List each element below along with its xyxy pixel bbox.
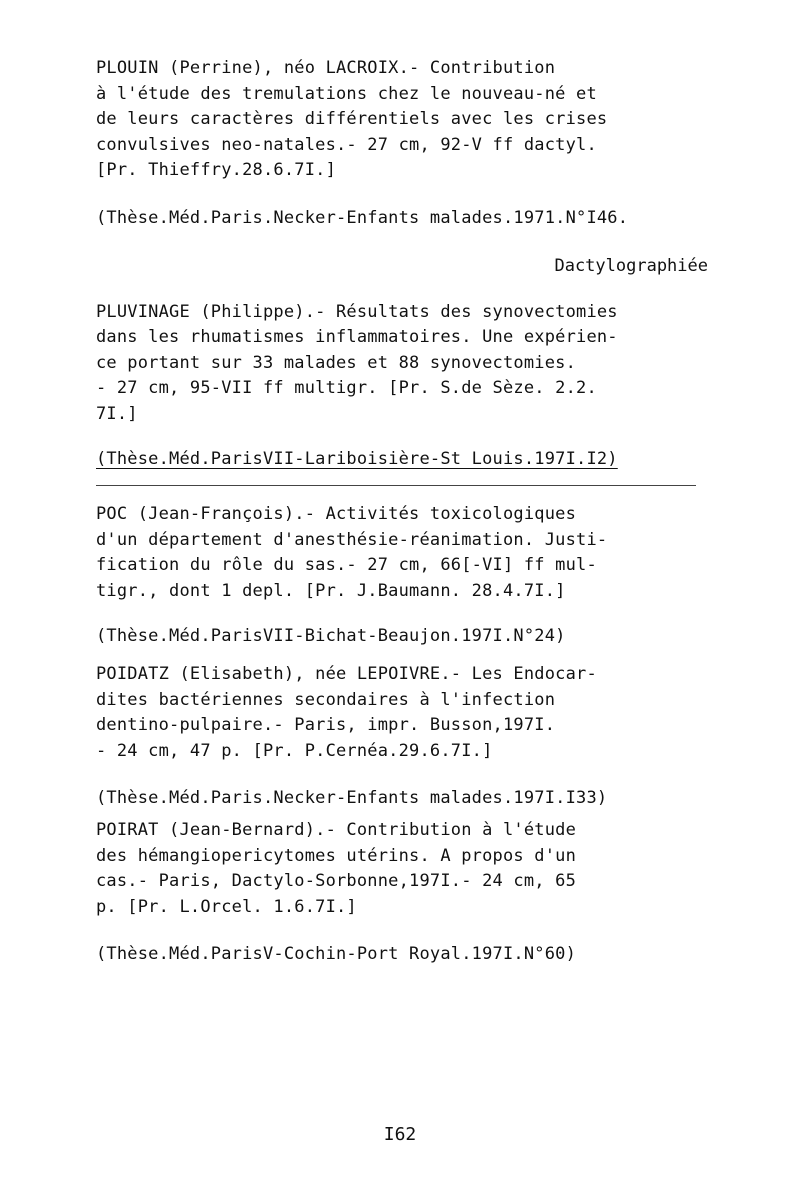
entry-text: POIRAT (Jean-Bernard).- Contribution à l'étude des hémangiopericytomes utérins. A propos d'un cas.- Paris, Dactylo-Sorbonne,197I.- 24 cm, 65 p. [Pr. L.Orcel. 1.6.7I.] bbox=[96, 820, 577, 917]
catalog-page bbox=[96, 56, 736, 966]
entry-source: (Thèse.Méd.ParisVII-Lariboisière-St Louis.197I.I2) bbox=[96, 449, 618, 469]
catalog-entry bbox=[96, 662, 736, 810]
entry-text: PLOUIN (Perrine), néo LACROIX.- Contribution à l'étude des tremulations chez le nouveau-né et de leurs caractères différentiels avec les crises convulsives neo-natales.- 27 cm, 92-V ff dactyl. [Pr. Thieffry.28.6.7I.] bbox=[96, 58, 608, 180]
entry-source: (Thèse.Méd.ParisV-Cochin-Port Royal.197I.N°60) bbox=[96, 944, 577, 964]
catalog-entry bbox=[96, 502, 736, 648]
entry-source: (Thèse.Méd.Paris.Necker-Enfants malades.1971.N°I46. bbox=[96, 207, 629, 228]
entry-source: (Thèse.Méd.ParisVII-Bichat-Beaujon.197I.N°24) bbox=[96, 626, 566, 646]
entry-text: PLUVINAGE (Philippe).- Résultats des synovectomies dans les rhumatismes inflammatoires. Une expérien- ce portant sur 33 malades et 88 synovectomies. - 27 cm, 95-VII ff multigr. [Pr. S.de Sèze. 2.2. 7I.] bbox=[96, 301, 618, 424]
divider bbox=[96, 485, 696, 486]
entry-source: (Thèse.Méd.Paris.Necker-Enfants malades.197I.I33) bbox=[96, 788, 608, 808]
catalog-entry bbox=[96, 818, 736, 966]
catalog-entry bbox=[96, 56, 736, 278]
entry-note: Dactylographiée bbox=[554, 255, 708, 276]
entry-text: POIDATZ (Elisabeth), née LEPOIVRE.- Les Endocar- dites bactériennes secondaires à l'infection dentino-pulpaire.- Paris, impr. Busson,197I. - 24 cm, 47 p. [Pr. P.Cernéa.29.6.7I.] bbox=[96, 664, 597, 761]
entry-text: POC (Jean-François).- Activités toxicologiques d'un département d'anesthésie-réanimation. Justi- fication du rôle du sas.- 27 cm, 66[-VI] ff mul- tigr., dont 1 depl. [Pr. J.Baumann. 28.4.7I.] bbox=[96, 504, 608, 601]
page-number: I62 bbox=[383, 1124, 417, 1145]
catalog-entry bbox=[96, 300, 736, 487]
